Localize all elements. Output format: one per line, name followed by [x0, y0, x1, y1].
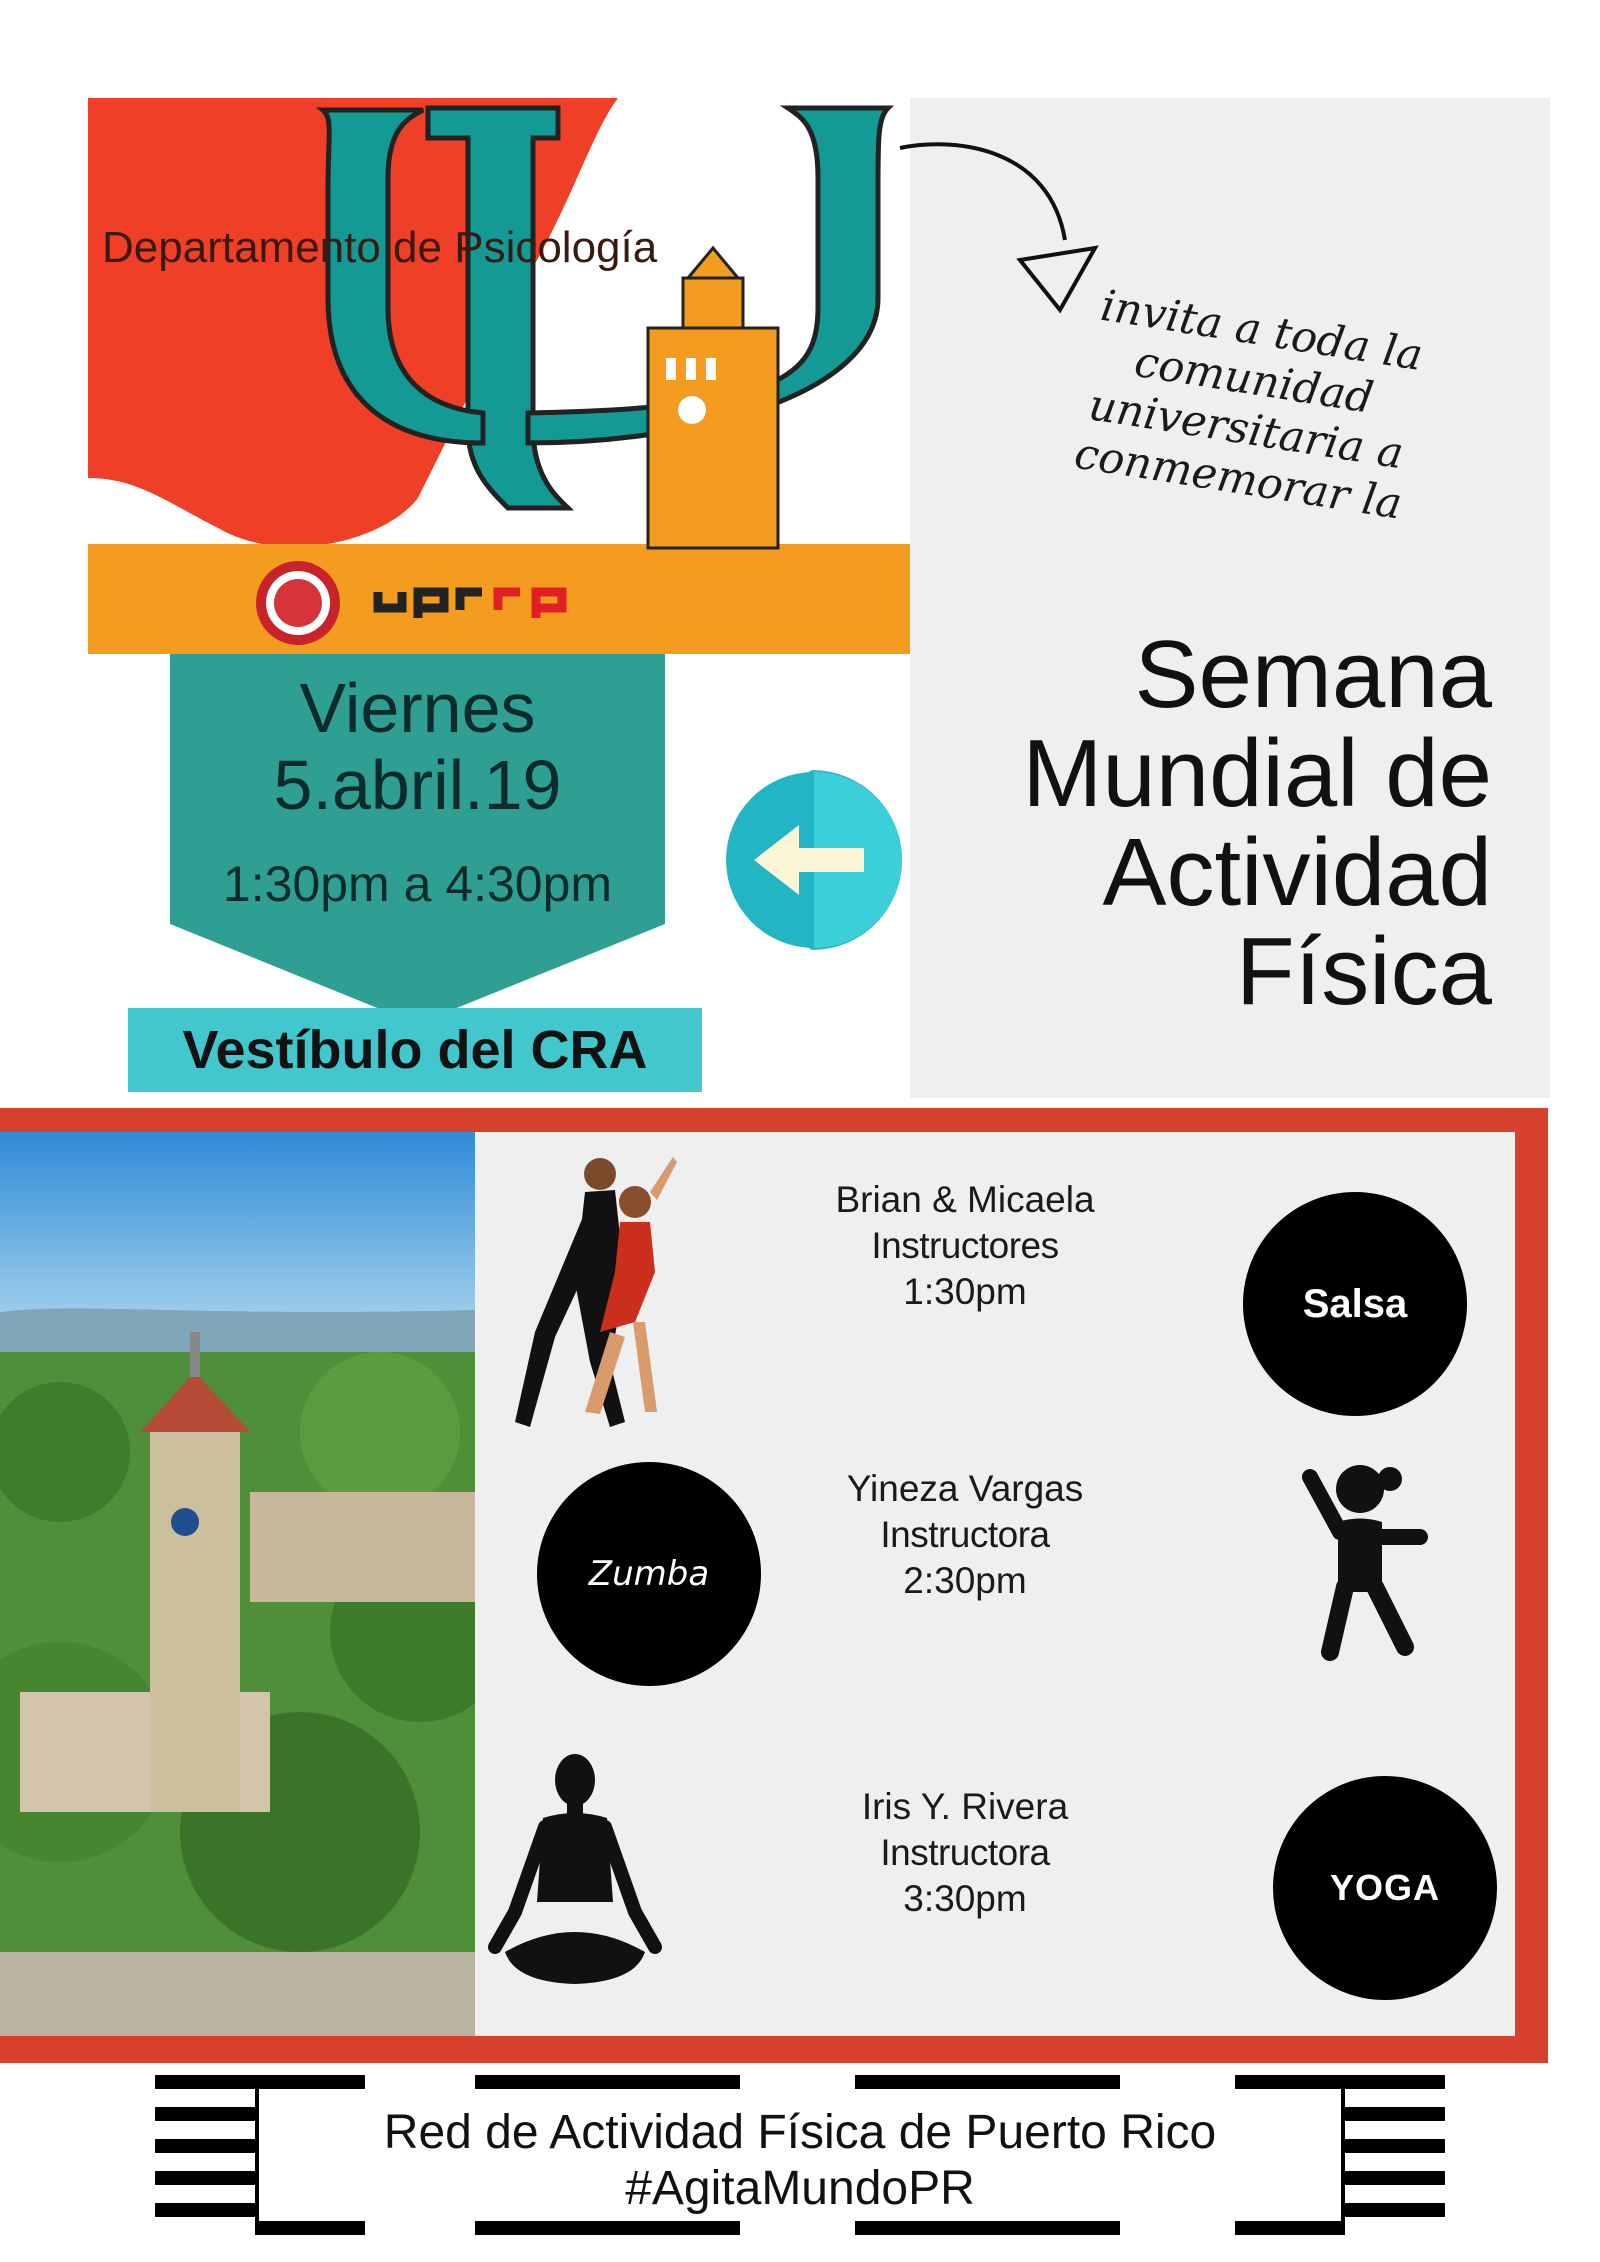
footer-organization: Red de Actividad Física de Puerto Rico — [383, 2106, 1217, 2159]
activity-row-salsa — [475, 1152, 1515, 1452]
left-arrow-icon — [714, 770, 914, 950]
activity-badge-salsa: Salsa — [1243, 1192, 1467, 1416]
event-day: Viernes — [299, 669, 536, 747]
instructor-role: Instructora — [880, 1514, 1050, 1555]
event-time: 1:30pm a 4:30pm — [222, 856, 613, 912]
dancing-couple-icon — [505, 1152, 695, 1442]
campus-tower-image — [0, 1132, 475, 2036]
event-date: 5.abril.19 — [273, 746, 562, 824]
instructor-name: Yineza Vargas — [846, 1468, 1084, 1509]
activity-time: 2:30pm — [903, 1560, 1027, 1601]
activity-info — [785, 1466, 1145, 1604]
instructor-name: Brian & Micaela — [835, 1179, 1095, 1220]
meditation-icon — [485, 1752, 665, 1992]
dancing-figure-icon — [1290, 1457, 1430, 1667]
invitation-text: invita a toda la comunidad universitaria a conmemorar la — [1071, 280, 1427, 530]
activity-time: 1:30pm — [903, 1271, 1027, 1312]
footer — [150, 2075, 1450, 2245]
activity-row-zumba — [475, 1452, 1515, 1752]
campus-photo — [0, 1132, 475, 2036]
instructor-role: Instructora — [880, 1832, 1050, 1873]
instructor-name: Iris Y. Rivera — [861, 1786, 1069, 1827]
footer-hashtag: #AgitaMundoPR — [625, 2162, 975, 2215]
department-logo — [88, 98, 910, 654]
activity-row-yoga — [475, 1752, 1515, 2052]
activity-time: 3:30pm — [903, 1878, 1027, 1919]
instructor-role: Instructores — [871, 1225, 1059, 1266]
activity-info — [785, 1177, 1145, 1315]
event-venue: Vestíbulo del CRA — [128, 1008, 702, 1092]
activity-info — [785, 1784, 1145, 1922]
psi-logo-graphic — [88, 98, 910, 654]
event-title: Semana Mundial de Actividad Física — [1022, 621, 1492, 1025]
activity-badge-zumba: Zumba — [537, 1462, 761, 1686]
department-name: Departamento de Psicología — [102, 223, 658, 272]
activities-panel — [475, 1132, 1515, 2036]
activity-badge-yoga: YOGA — [1273, 1776, 1497, 2000]
